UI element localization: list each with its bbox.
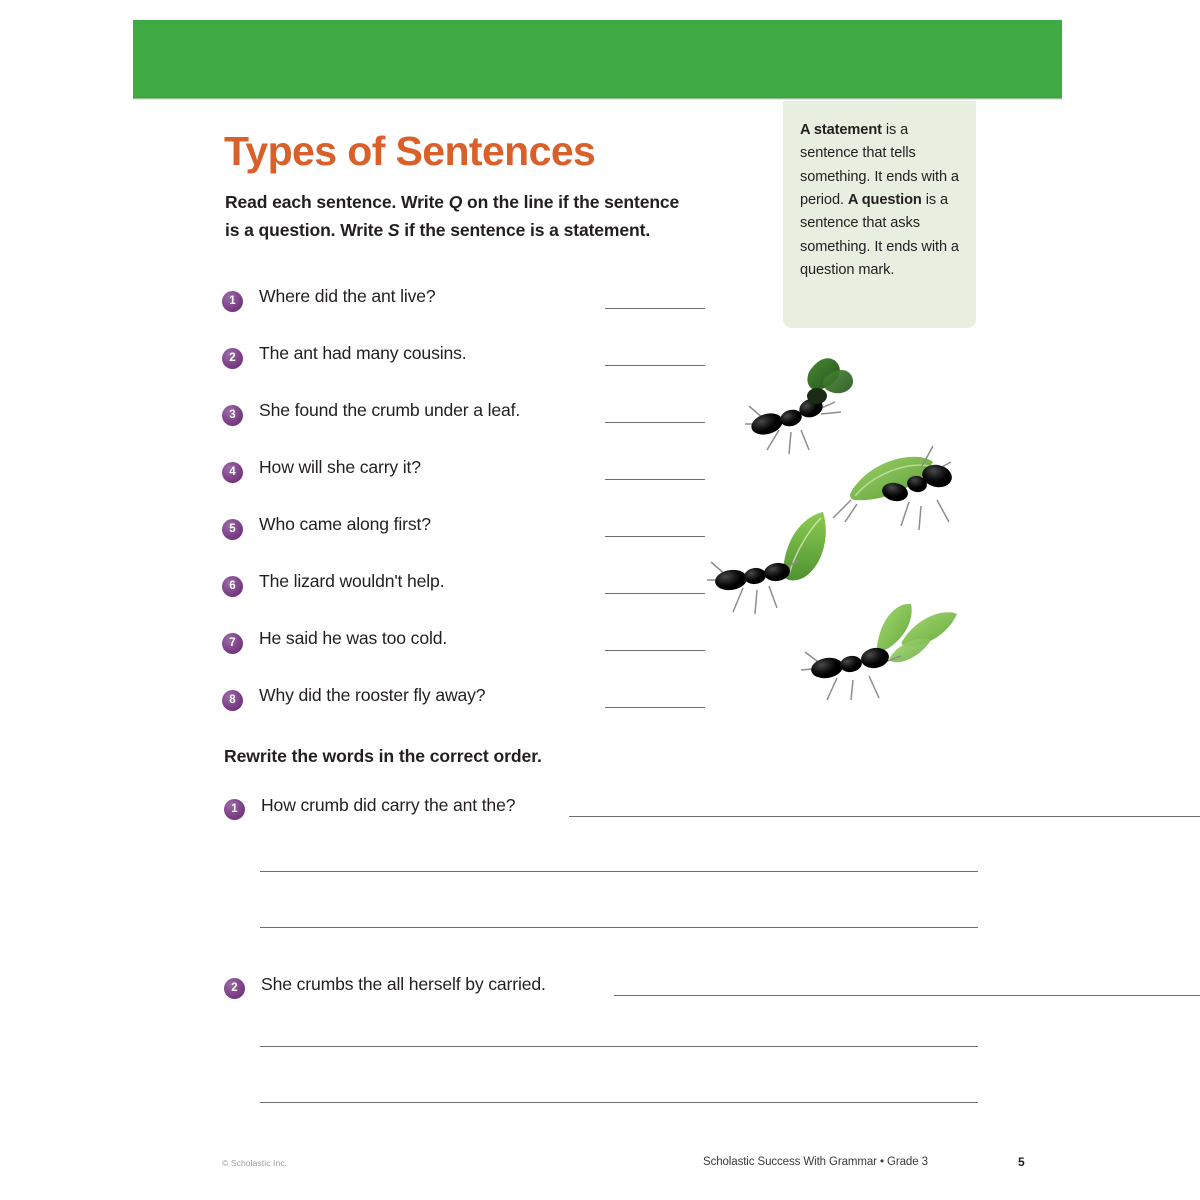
writing-line[interactable] — [260, 1046, 978, 1047]
practice-tab-label: Practice — [1072, 62, 1132, 78]
question-row — [222, 514, 722, 571]
tip-text-2: is a sentence that asks something. It ends with a question mark. — [800, 192, 959, 279]
question-text: Why did the rooster fly away? — [259, 685, 486, 705]
answer-blank-line[interactable] — [605, 422, 705, 423]
question-number-badge: 6 — [222, 576, 243, 597]
answer-blank-line[interactable] — [605, 593, 705, 594]
answer-blank-line[interactable] — [605, 650, 705, 651]
question-row — [222, 685, 722, 742]
ants-illustration-svg — [705, 350, 975, 700]
header-band-shadow — [133, 97, 1062, 100]
question-number-badge: 1 — [222, 291, 243, 312]
question-text: Where did the ant live? — [259, 286, 436, 306]
question-number-badge: 3 — [222, 405, 243, 426]
writing-line[interactable] — [260, 871, 978, 872]
question-number-badge: 5 — [222, 519, 243, 540]
footer-source: Scholastic Success With Grammar • Grade 3 — [703, 1156, 928, 1168]
question-row — [222, 628, 722, 685]
rewrite-section-heading: Rewrite the words in the correct order. — [224, 746, 542, 766]
question-number-badge: 4 — [222, 462, 243, 483]
page-title: Types of Sentences — [224, 128, 596, 174]
ant-unit-3 — [707, 512, 826, 614]
question-number-badge: 8 — [222, 690, 243, 711]
rewrite-prompt-text: How crumb did carry the ant the? — [261, 795, 516, 815]
rewrite-answer-line[interactable] — [614, 995, 1200, 996]
rewrite-prompt-text: She crumbs the all herself by carried. — [261, 974, 546, 994]
ant-unit-2 — [833, 446, 954, 530]
question-text: He said he was too cold. — [259, 628, 448, 648]
answer-blank-line[interactable] — [605, 707, 705, 708]
instructions-text — [225, 188, 685, 245]
instructions-part-2: on the line if the sentence is a question. Write — [225, 192, 680, 241]
rewrite-answer-line[interactable] — [569, 816, 1200, 817]
writing-line[interactable] — [260, 1102, 978, 1103]
question-text: She found the crumb under a leaf. — [259, 400, 521, 420]
answer-blank-line[interactable] — [605, 308, 705, 309]
footer-copyright: © Scholastic Inc. — [222, 1158, 288, 1168]
rewrite-number-badge: 2 — [224, 978, 245, 999]
question-row — [222, 400, 722, 457]
header-band — [133, 20, 1062, 97]
ant-unit-4 — [801, 604, 957, 700]
answer-blank-line[interactable] — [605, 536, 705, 537]
question-row — [222, 457, 722, 514]
tip-bold-statement: A statement — [800, 122, 882, 138]
footer-page-number: 5 — [1018, 1155, 1025, 1169]
rewrite-number-badge: 1 — [224, 799, 245, 820]
question-number-badge: 2 — [222, 348, 243, 369]
question-text: The lizard wouldn't help. — [259, 571, 445, 591]
tip-callout-box — [783, 101, 976, 328]
ant-unit-1 — [745, 358, 853, 454]
answer-blank-line[interactable] — [605, 365, 705, 366]
question-row — [222, 571, 722, 628]
question-text: Who came along first? — [259, 514, 431, 534]
instructions-letter-q: Q — [448, 192, 463, 212]
writing-line[interactable] — [260, 927, 978, 928]
question-row — [222, 343, 722, 400]
question-number-badge: 7 — [222, 633, 243, 654]
answer-blank-line[interactable] — [605, 479, 705, 480]
instructions-part-3: if the sentence is a statement. — [399, 220, 651, 241]
instructions-letter-s: S — [387, 220, 400, 241]
tip-bold-question: A question — [847, 192, 922, 209]
tip-text-1: is a sentence that tells something. It ends with a period. — [800, 122, 959, 209]
ants-illustration — [705, 350, 975, 700]
tip-callout-text — [800, 119, 960, 282]
instructions-part-1: Read each sentence. Write — [225, 192, 449, 212]
questions-list — [222, 286, 722, 742]
question-text: How will she carry it? — [259, 457, 421, 477]
question-text: The ant had many cousins. — [259, 343, 467, 363]
question-row — [222, 286, 722, 343]
